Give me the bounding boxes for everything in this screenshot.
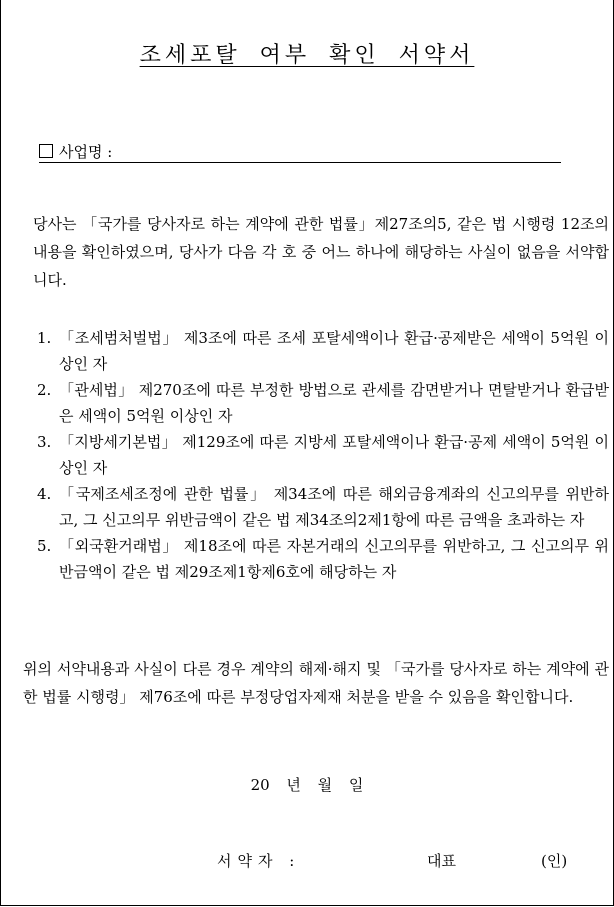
list-item-number: 5.: [37, 537, 52, 555]
list-item-number: 4.: [37, 485, 52, 503]
list-item-text: 「지방세기본법」 제129조에 따른 지방세 포탈세액이나 환급·공제 세액이 5억원 이상인 자: [59, 433, 609, 477]
list-item: [37, 377, 609, 429]
document-title-text: 조세포탈 여부 확인 서약서: [139, 43, 475, 68]
closing-paragraph: 위의 서약내용과 사실이 다른 경우 계약의 해제·해지 및 「국가를 당사자로 하는 계약에 관한 법률 시행령」 제76조에 따른 부정당업자제재 처분을 받을 수 있음을 확인합니다.: [23, 660, 609, 706]
list-item-number: 2.: [37, 381, 52, 399]
list-item: [37, 481, 609, 533]
document-title: [1, 38, 613, 69]
clause-list: [37, 325, 609, 585]
business-name-label: 사업명 :: [59, 143, 113, 161]
signer-label: 서약자 :: [217, 852, 301, 870]
seal-label: (인): [541, 852, 568, 870]
list-item-number: 3.: [37, 433, 52, 451]
business-checkbox[interactable]: [39, 144, 53, 158]
representative-label: 대표: [427, 852, 456, 870]
list-item-text: 「국제조세조정에 관한 법률」 제34조에 따른 해외금융계좌의 신고의무를 위반하고, 그 신고의무 위반금액이 같은 법 제34조의2제1항에 따른 금액을 초과하는 자: [59, 485, 609, 529]
list-item-text: 「외국환거래법」 제18조에 따른 자본거래의 신고의무를 위반하고, 그 신고의무 위반금액이 같은 법 제29조제1항제6호에 해당하는 자: [59, 537, 609, 581]
list-item: [37, 325, 609, 377]
date-line: 20 년 월 일: [250, 776, 364, 794]
list-item-text: 「관세법」 제270조에 따른 부정한 방법으로 관세를 감면받거나 면탈받거나 환급받은 세액이 5억원 이상인 자: [59, 381, 609, 425]
list-item: [37, 533, 609, 585]
list-item: [37, 429, 609, 481]
list-item-text: 「조세범처벌법」 제3조에 따른 조세 포탈세액이나 환급·공제받은 세액이 5억원 이상인 자: [59, 329, 609, 373]
intro-paragraph: 당사는 「국가를 당사자로 하는 계약에 관한 법률」제27조의5, 같은 법 시행령 12조의 내용을 확인하였으며, 당사가 다음 각 호 중 어느 하나에 해당하는 사실이 없음을 서약합니다.: [33, 215, 609, 289]
list-item-number: 1.: [37, 329, 52, 347]
business-name-row: [39, 142, 561, 163]
